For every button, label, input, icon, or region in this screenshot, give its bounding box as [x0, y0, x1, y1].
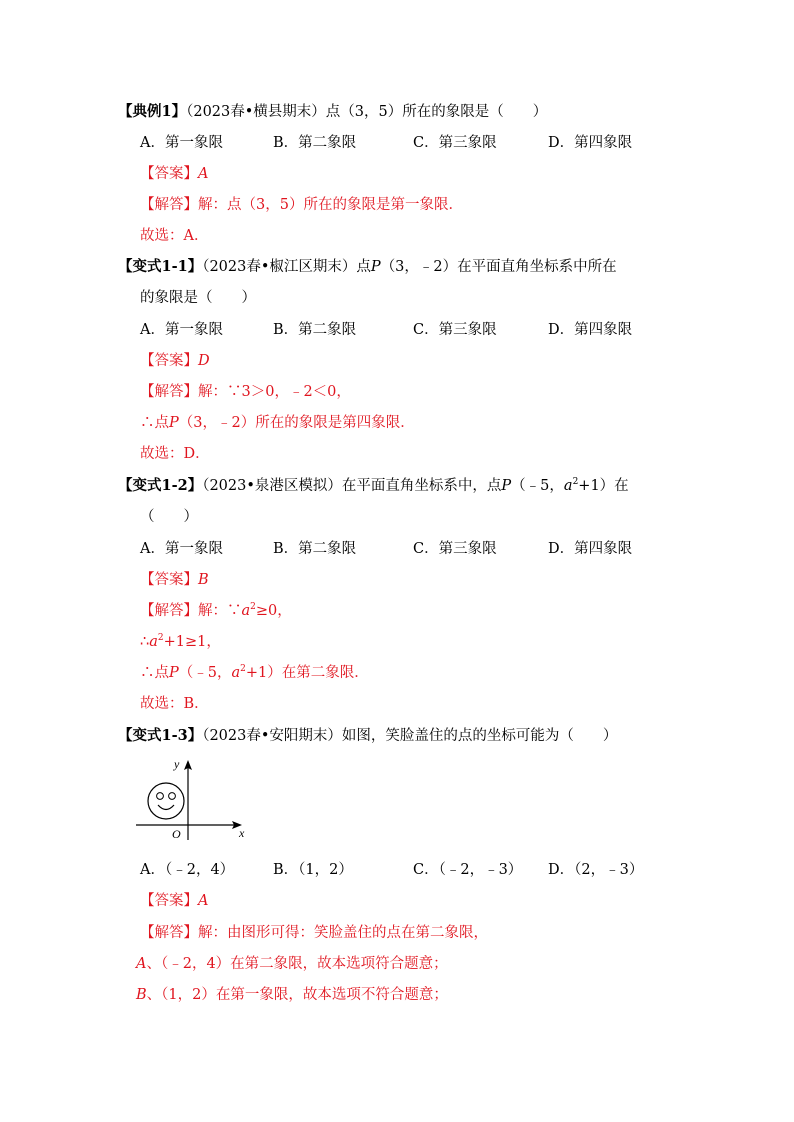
ex2-question-cont: 的象限是（ ）	[140, 290, 256, 306]
ex4-answer	[140, 890, 208, 912]
ex2-solution-tag: 【解答】	[140, 384, 198, 400]
smiley-face-icon	[148, 783, 184, 819]
ex2-tag: 【变式1-1】	[118, 258, 203, 275]
ex3-answer-value: B	[198, 572, 209, 588]
ex4-solution-text: 解：由图形可得：笑脸盖住的点在第二象限，	[198, 925, 488, 941]
ex4-answer-tag: 【答案】	[140, 893, 198, 909]
ex4-question	[118, 725, 617, 747]
ex1-stem: （2023春•横县期末）点（3，5）所在的象限是（ ）	[186, 104, 548, 120]
ex3-choose: 故选：B．	[140, 696, 209, 712]
ex3-line2-b: +1≥1，	[163, 634, 221, 650]
ex2-solution-text: 解：∵3＞0，﹣2＜0，	[198, 384, 351, 400]
ex3-option-c: C．第三象限	[413, 541, 497, 557]
ex4-option-a: A．（﹣2，4）	[140, 862, 235, 878]
ex3-var-p: P	[501, 478, 512, 494]
ex2-solution	[140, 381, 351, 403]
ex2-line2-a: ∴点	[140, 415, 169, 431]
ex3-solution-a: 解：∵	[198, 603, 242, 619]
ex2-stem-a: （2023春•椒江区期末）点	[202, 259, 371, 275]
ex3-sup: 2	[572, 477, 579, 488]
ex3-line3-a: ∴点	[140, 665, 169, 681]
ex1-option-b: B．第二象限	[273, 135, 357, 151]
ex4-solution-line3	[136, 984, 448, 1006]
ex3-line2-sup: 2	[157, 633, 164, 644]
ex1-answer-tag: 【答案】	[140, 166, 198, 182]
ex3-var-a: a	[563, 478, 573, 494]
ex3-question	[118, 475, 629, 497]
ex2-var-p: P	[370, 259, 381, 275]
ex2-answer-value: D	[198, 353, 210, 369]
ex2-answer-tag: 【答案】	[140, 353, 198, 369]
ex4-solution-line2	[136, 953, 448, 975]
ex3-option-d: D．第四象限	[548, 541, 633, 557]
ex4-option-d: D．（2，﹣3）	[548, 862, 644, 878]
ex3-answer	[140, 569, 209, 591]
ex2-question	[118, 256, 617, 278]
ex4-stem: （2023春•安阳期末）如图，笑脸盖住的点的坐标可能为（ ）	[202, 728, 618, 744]
ex4-line3-b: 、（1，2）在第一象限，故本选项不符合题意；	[146, 987, 448, 1003]
ex1-solution	[140, 194, 463, 216]
ex3-line2-a: ∴	[140, 634, 150, 650]
ex3-line3-b: （﹣5，	[178, 665, 232, 681]
ex4-line3-a: B	[136, 987, 147, 1003]
ex3-line3-c: +1）在第二象限．	[245, 665, 369, 681]
ex1-tag: 【典例1】	[118, 103, 187, 120]
ex1-solution-tag: 【解答】	[140, 197, 198, 213]
ex4-line2-a: A	[136, 956, 147, 972]
ex2-stem-b: （3，﹣2）在平面直角坐标系中所在	[380, 259, 617, 275]
ex2-solution-line2	[140, 412, 415, 434]
ex3-option-b: B．第二象限	[273, 541, 357, 557]
ex2-line2-var-p: P	[169, 415, 179, 431]
ex3-line2-var-a: a	[149, 634, 158, 650]
ex2-option-b: B．第二象限	[273, 322, 357, 338]
ex3-solution-b: ≥0，	[255, 603, 292, 619]
ex3-stem-a: （2023•泉港区模拟）在平面直角坐标系中，点	[202, 478, 502, 494]
ex2-answer	[140, 350, 210, 372]
ex1-answer-value: A	[198, 166, 209, 182]
ex3-stem-c: +1）在	[578, 478, 629, 494]
ex3-solution	[140, 600, 292, 622]
ex4-solution-tag: 【解答】	[140, 925, 198, 941]
ex3-solution-tag: 【解答】	[140, 603, 198, 619]
ex2-choose: 故选：D．	[140, 446, 210, 462]
ex1-solution-text: 解：点（3，5）所在的象限是第一象限．	[198, 197, 463, 213]
ex3-tag: 【变式1-2】	[118, 477, 203, 494]
coordinate-figure	[132, 756, 252, 842]
origin-label: O	[172, 827, 181, 841]
x-axis-label: x	[239, 826, 245, 840]
ex1-option-c: C．第三象限	[413, 135, 497, 151]
ex3-solution-sup: 2	[250, 602, 256, 613]
coordinate-svg	[132, 756, 252, 842]
ex4-option-b: B．（1，2）	[273, 862, 353, 878]
ex3-solution-line2	[140, 631, 221, 653]
ex4-solution	[140, 922, 488, 944]
ex2-option-a: A．第一象限	[140, 322, 223, 338]
y-axis-label: y	[174, 757, 180, 771]
ex3-solution-var-a: a	[241, 603, 251, 619]
ex3-option-a: A．第一象限	[140, 541, 223, 557]
ex1-answer	[140, 163, 208, 185]
ex3-solution-line3	[140, 662, 369, 684]
ex1-question	[118, 101, 547, 123]
ex4-answer-value: A	[198, 893, 209, 909]
ex3-line3-sup: 2	[240, 664, 246, 675]
ex3-stem-b: （﹣5，	[511, 478, 564, 494]
ex4-option-c: C．（﹣2，﹣3）	[413, 862, 523, 878]
ex3-answer-tag: 【答案】	[140, 572, 198, 588]
ex4-tag: 【变式1-3】	[118, 727, 203, 744]
ex3-line3-var-p: P	[169, 665, 179, 681]
ex2-line2-b: （3，﹣2）所在的象限是第四象限．	[178, 415, 415, 431]
ex2-option-c: C．第三象限	[413, 322, 497, 338]
ex1-option-a: A．第一象限	[140, 135, 223, 151]
ex3-line3-var-a: a	[231, 665, 241, 681]
ex3-question-cont: （ ）	[140, 509, 198, 525]
ex1-choose: 故选：A．	[140, 228, 209, 244]
ex2-option-d: D．第四象限	[548, 322, 633, 338]
ex1-option-d: D．第四象限	[548, 135, 633, 151]
ex4-line2-b: 、（﹣2，4）在第二象限，故本选项符合题意；	[146, 956, 448, 972]
